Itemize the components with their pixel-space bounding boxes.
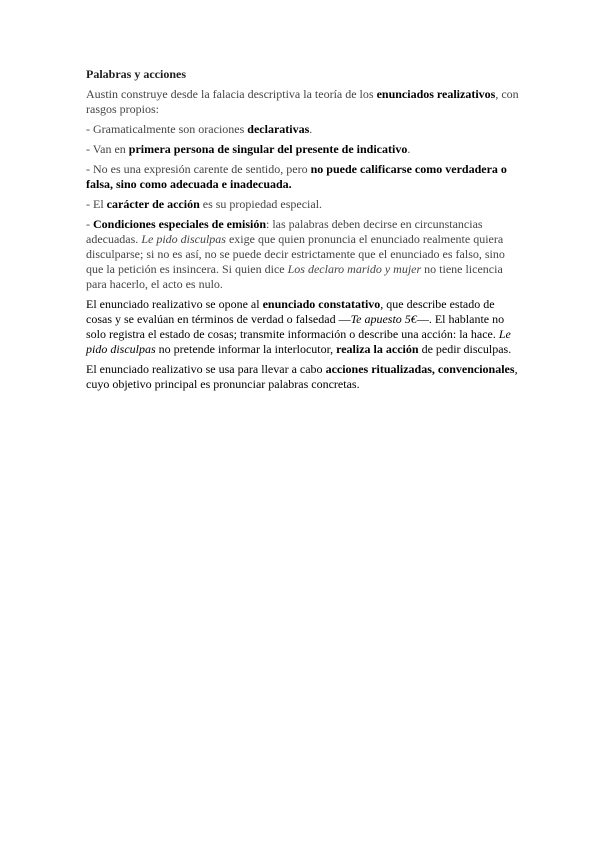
paragraph-text: —. El hablante no solo registra el estado de cosas; transmite información o describe una acción: la hace. <box>86 312 505 341</box>
section-title: Palabras y acciones <box>86 67 186 81</box>
bullet-text: - Van en <box>86 142 129 156</box>
bullet-sentido <box>86 162 519 192</box>
bullet-declarativas <box>86 122 519 137</box>
bullet-condiciones <box>86 217 519 292</box>
bullet-caracter-accion <box>86 197 519 212</box>
italic-example: Los declaro marido y mujer <box>287 262 422 276</box>
paragraph-bold-term: acciones ritualizadas, convencionales <box>325 362 515 376</box>
bullet-text: : las palabras deben decirse en circunstancias adecuadas. <box>86 217 483 246</box>
italic-example: Le pido disculpas <box>86 327 511 356</box>
bullet-text-end: . <box>407 142 411 156</box>
paragraph-bold-term: enunciado constatativo <box>262 297 381 311</box>
paragraph-text-end: , cuyo objetivo principal es pronunciar palabras concretas. <box>86 362 518 391</box>
constatativo-paragraph <box>86 297 519 357</box>
paragraph-bold-term: realiza la acción <box>336 342 419 356</box>
bullet-text: - <box>86 217 93 231</box>
paragraph-text: El enunciado realizativo se usa para llevar a cabo <box>86 362 326 376</box>
bullet-bold-term: primera persona de singular del presente de indicativo <box>128 142 408 156</box>
bullet-text: - El <box>86 197 107 211</box>
bullet-text-end: . <box>309 122 313 136</box>
bullet-bold-term: carácter de acción <box>106 197 200 211</box>
paragraph-text: El enunciado realizativo se opone al <box>86 297 263 311</box>
intro-text: Austin construye desde la falacia descriptiva la teoría de los <box>86 87 377 101</box>
italic-example: Le pido disculpas <box>141 232 226 246</box>
paragraph-text: , que describe estado de cosas y se evalúan en términos de verdad o falsedad — <box>86 297 495 326</box>
bullet-bold-term: declarativas <box>247 122 310 136</box>
bullet-text-end: no tiene licencia para hacerlo, el acto es nulo. <box>86 262 503 291</box>
paragraph-text: no pretende informar la interlocutor, <box>155 342 337 356</box>
bullet-text: - Gramaticalmente son oraciones <box>86 122 248 136</box>
paragraph-text-end: de pedir disculpas. <box>418 342 512 356</box>
bullet-primera-persona <box>86 142 519 157</box>
ritualizadas-paragraph <box>86 362 519 392</box>
bullet-text: - No es una expresión carente de sentido, pero <box>86 162 311 176</box>
intro-text-end: , con rasgos propios: <box>86 87 519 116</box>
bullet-bold-term: Condiciones especiales de emisión <box>93 217 266 231</box>
italic-example: Te apuesto 5€ <box>350 312 417 326</box>
intro-bold-term: enunciados realizativos <box>376 87 496 101</box>
intro-paragraph <box>86 87 519 117</box>
bullet-text: exige que quien pronuncia el enunciado realmente quiera disculparse; si no es así, no se puede decir estrictamente que el enunciado es falso, sino que la petición es insincera. Si quien dice <box>86 232 505 276</box>
bullet-bold-term: no puede calificarse como verdadera o falsa, sino como adecuada e inadecuada. <box>86 162 507 191</box>
bullet-text-end: es su propiedad especial. <box>199 197 323 211</box>
